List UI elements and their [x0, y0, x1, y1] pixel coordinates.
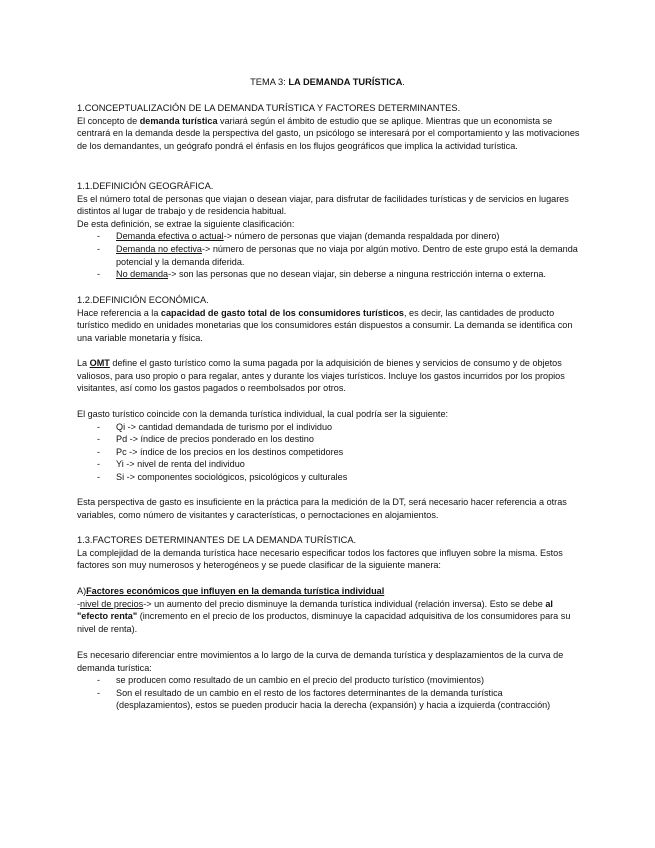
dash-marker: -	[97, 471, 101, 482]
section-1-2-paragraph-3: El gasto turístico coincide con la demanda turística individual, la cual podría ser la siguiente:	[77, 409, 449, 419]
s12-text-a: Hace referencia a la	[77, 307, 161, 318]
list-item-text: Pc -> índice de los precios en los destinos competidores	[116, 446, 344, 457]
section-1	[77, 102, 582, 152]
dash-marker: -	[97, 243, 101, 254]
list-item-text: -> son las personas que no desean viajar, sin deberse a ninguna restricción interna o externa.	[168, 269, 546, 280]
title-prefix: TEMA 3:	[250, 77, 289, 87]
section-1-2-paragraph-4: Esta perspectiva de gasto es insuficiente en la práctica para la medición de la DT, será necesario hacer referencia a otras variables, como número de visitantes y características, o pernoctaciones en alojamientos.	[77, 497, 567, 520]
dash-marker: -	[97, 446, 101, 457]
list-item-text: Pd -> índice de precios ponderado en los destino	[116, 434, 314, 445]
classification-list	[77, 230, 582, 280]
insufficiency-paragraph-block	[77, 496, 582, 521]
list-item-text: Son el resultado de un cambio en el resto de los factores determinantes de la demanda turística (desplazamientos), estos se pueden producir hacia la derecha (expansión) y hacia a izquierda (contracción)	[116, 687, 551, 711]
price-level-term: nivel de precios	[80, 598, 144, 609]
list-item	[77, 446, 582, 459]
factors-a-block	[77, 585, 582, 635]
s1-bold-term: demanda turística	[139, 115, 218, 126]
factor-a-prefix: A)	[77, 586, 87, 596]
section-1-3-heading: 1.3.FACTORES DETERMINANTES DE LA DEMANDA TURÍSTICA.	[77, 535, 357, 545]
s12-p2-text-a: La	[77, 358, 90, 368]
dash-marker: -	[97, 675, 101, 686]
dash-marker: -	[97, 269, 101, 280]
section-1-3-paragraph-1: La complejidad de la demanda turística hace necesario especificar todos los factores que influyen sobre la misma. Estos factores son muy numerosos y heterogéneos y se puede clasificar de la siguiente manera:	[77, 547, 563, 571]
omt-acronym: OMT	[89, 358, 110, 368]
dash-marker: -	[97, 459, 101, 470]
section-1-1-paragraph-1: Es el número total de personas que viajan o desean viajar, para disfrutar de facilidades turísticas y de servicios en lugares distintos al lugar de trabajo y de residencia habitual.	[77, 193, 569, 217]
dash-marker: -	[97, 231, 101, 242]
price-level-text-end: (incremento en el precio de los productos, disminuye la capacidad adquisitiva de los consumidores para su nivel de renta).	[77, 611, 571, 634]
s1-text-a: El concepto de	[77, 115, 140, 126]
list-item	[77, 687, 582, 712]
list-item-text: Qi -> cantidad demandada de turismo por el individuo	[116, 421, 333, 432]
demand-variables-list	[77, 421, 582, 484]
price-level-text: -> un aumento del precio disminuye la demanda turística individual (relación inversa). Esto se debe	[143, 598, 546, 609]
list-item	[77, 230, 582, 243]
s1-text-c: variará según el ámbito de estudio que se aplique. Mientras que un economista se centrará en la demanda desde la perspectiva del gasto, un psicólogo se interesará por el comportamiento y las motivaciones de los demandantes, un geógrafo pondrá el énfasis en los flujos geográficos que implica la actividad turística.	[77, 115, 580, 151]
s12-text-c: , es decir, las cantidades de producto turístico medido en unidades monetarias que los consumidores están dispuestos a consumir. La demanda se identifica con una variable monetaria y física.	[77, 307, 573, 343]
section-1-paragraph	[77, 115, 582, 153]
dash-marker: -	[97, 687, 101, 698]
dash-marker: -	[97, 421, 101, 432]
factor-a-title: Factores económicos que influyen en la demanda turística individual	[86, 586, 385, 596]
dash-marker: -	[97, 434, 101, 445]
list-item-term: No demanda	[116, 269, 169, 280]
section-1-2-paragraph-1	[77, 307, 582, 345]
price-level-paragraph	[77, 598, 582, 636]
list-item	[77, 421, 582, 434]
list-item-text: se producen como resultado de un cambio en el precio del producto turístico (movimientos)	[116, 675, 484, 686]
list-item	[77, 433, 582, 446]
list-item-term: Demanda efectiva o actual	[116, 231, 224, 242]
section-1-2	[77, 294, 582, 344]
title-suffix: .	[402, 77, 405, 87]
list-item	[77, 674, 582, 687]
price-dash: -	[77, 598, 81, 609]
omt-paragraph-block	[77, 357, 582, 395]
s12-p2-text-c: define el gasto turístico como la suma pagada por la adquisición de bienes y servicios de consumo y de objetos valiosos, para uso propio o para regalar, antes y durante los viajes turísticos. Incluye los gastos incurridos por los propios visitantes, así como los gastos pagados o reembolsados por otros.	[77, 358, 565, 394]
list-item-text: -> número de personas que viajan (demanda respaldada por dinero)	[223, 231, 500, 242]
list-item-text: Yi -> nivel de renta del individuo	[116, 459, 245, 470]
section-1-1	[77, 180, 582, 281]
movements-block	[77, 649, 582, 712]
section-1-2-paragraph-2	[77, 357, 582, 395]
section-1-1-paragraph-2: De esta definición, se extrae la siguiente clasificación:	[77, 218, 295, 229]
section-1-heading: 1.CONCEPTUALIZACIÓN DE LA DEMANDA TURÍSTICA Y FACTORES DETERMINANTES.	[77, 103, 461, 113]
efecto-renta: al "efecto renta"	[77, 598, 553, 622]
list-item-term: Demanda no efectiva	[116, 243, 202, 254]
movements-paragraph: Es necesario diferenciar entre movimientos a lo largo de la curva de demanda turística y desplazamientos de la curva de demanda turística:	[77, 650, 564, 673]
list-item	[77, 268, 582, 281]
list-item-text: -> número de personas que no viaja por algún motivo. Dentro de este grupo está la demanda potencial y la demanda diferida.	[116, 243, 578, 267]
section-1-2-heading: 1.2.DEFINICIÓN ECONÓMICA.	[77, 295, 209, 305]
s12-bold-phrase: capacidad de gasto total de los consumidores turísticos	[160, 307, 404, 318]
gasto-paragraph-block	[77, 408, 582, 484]
section-1-3	[77, 534, 582, 572]
movements-list	[77, 674, 582, 712]
list-item	[77, 471, 582, 484]
section-1-1-heading: 1.1.DEFINICIÓN GEOGRÁFICA.	[77, 181, 214, 191]
list-item	[77, 458, 582, 471]
list-item-text: Si -> componentes sociológicos, psicológicos y culturales	[116, 471, 348, 482]
document-title	[0, 76, 655, 89]
factor-a-heading	[77, 585, 582, 598]
list-item	[77, 243, 582, 268]
title-bold: LA DEMANDA TURÍSTICA	[288, 77, 403, 87]
